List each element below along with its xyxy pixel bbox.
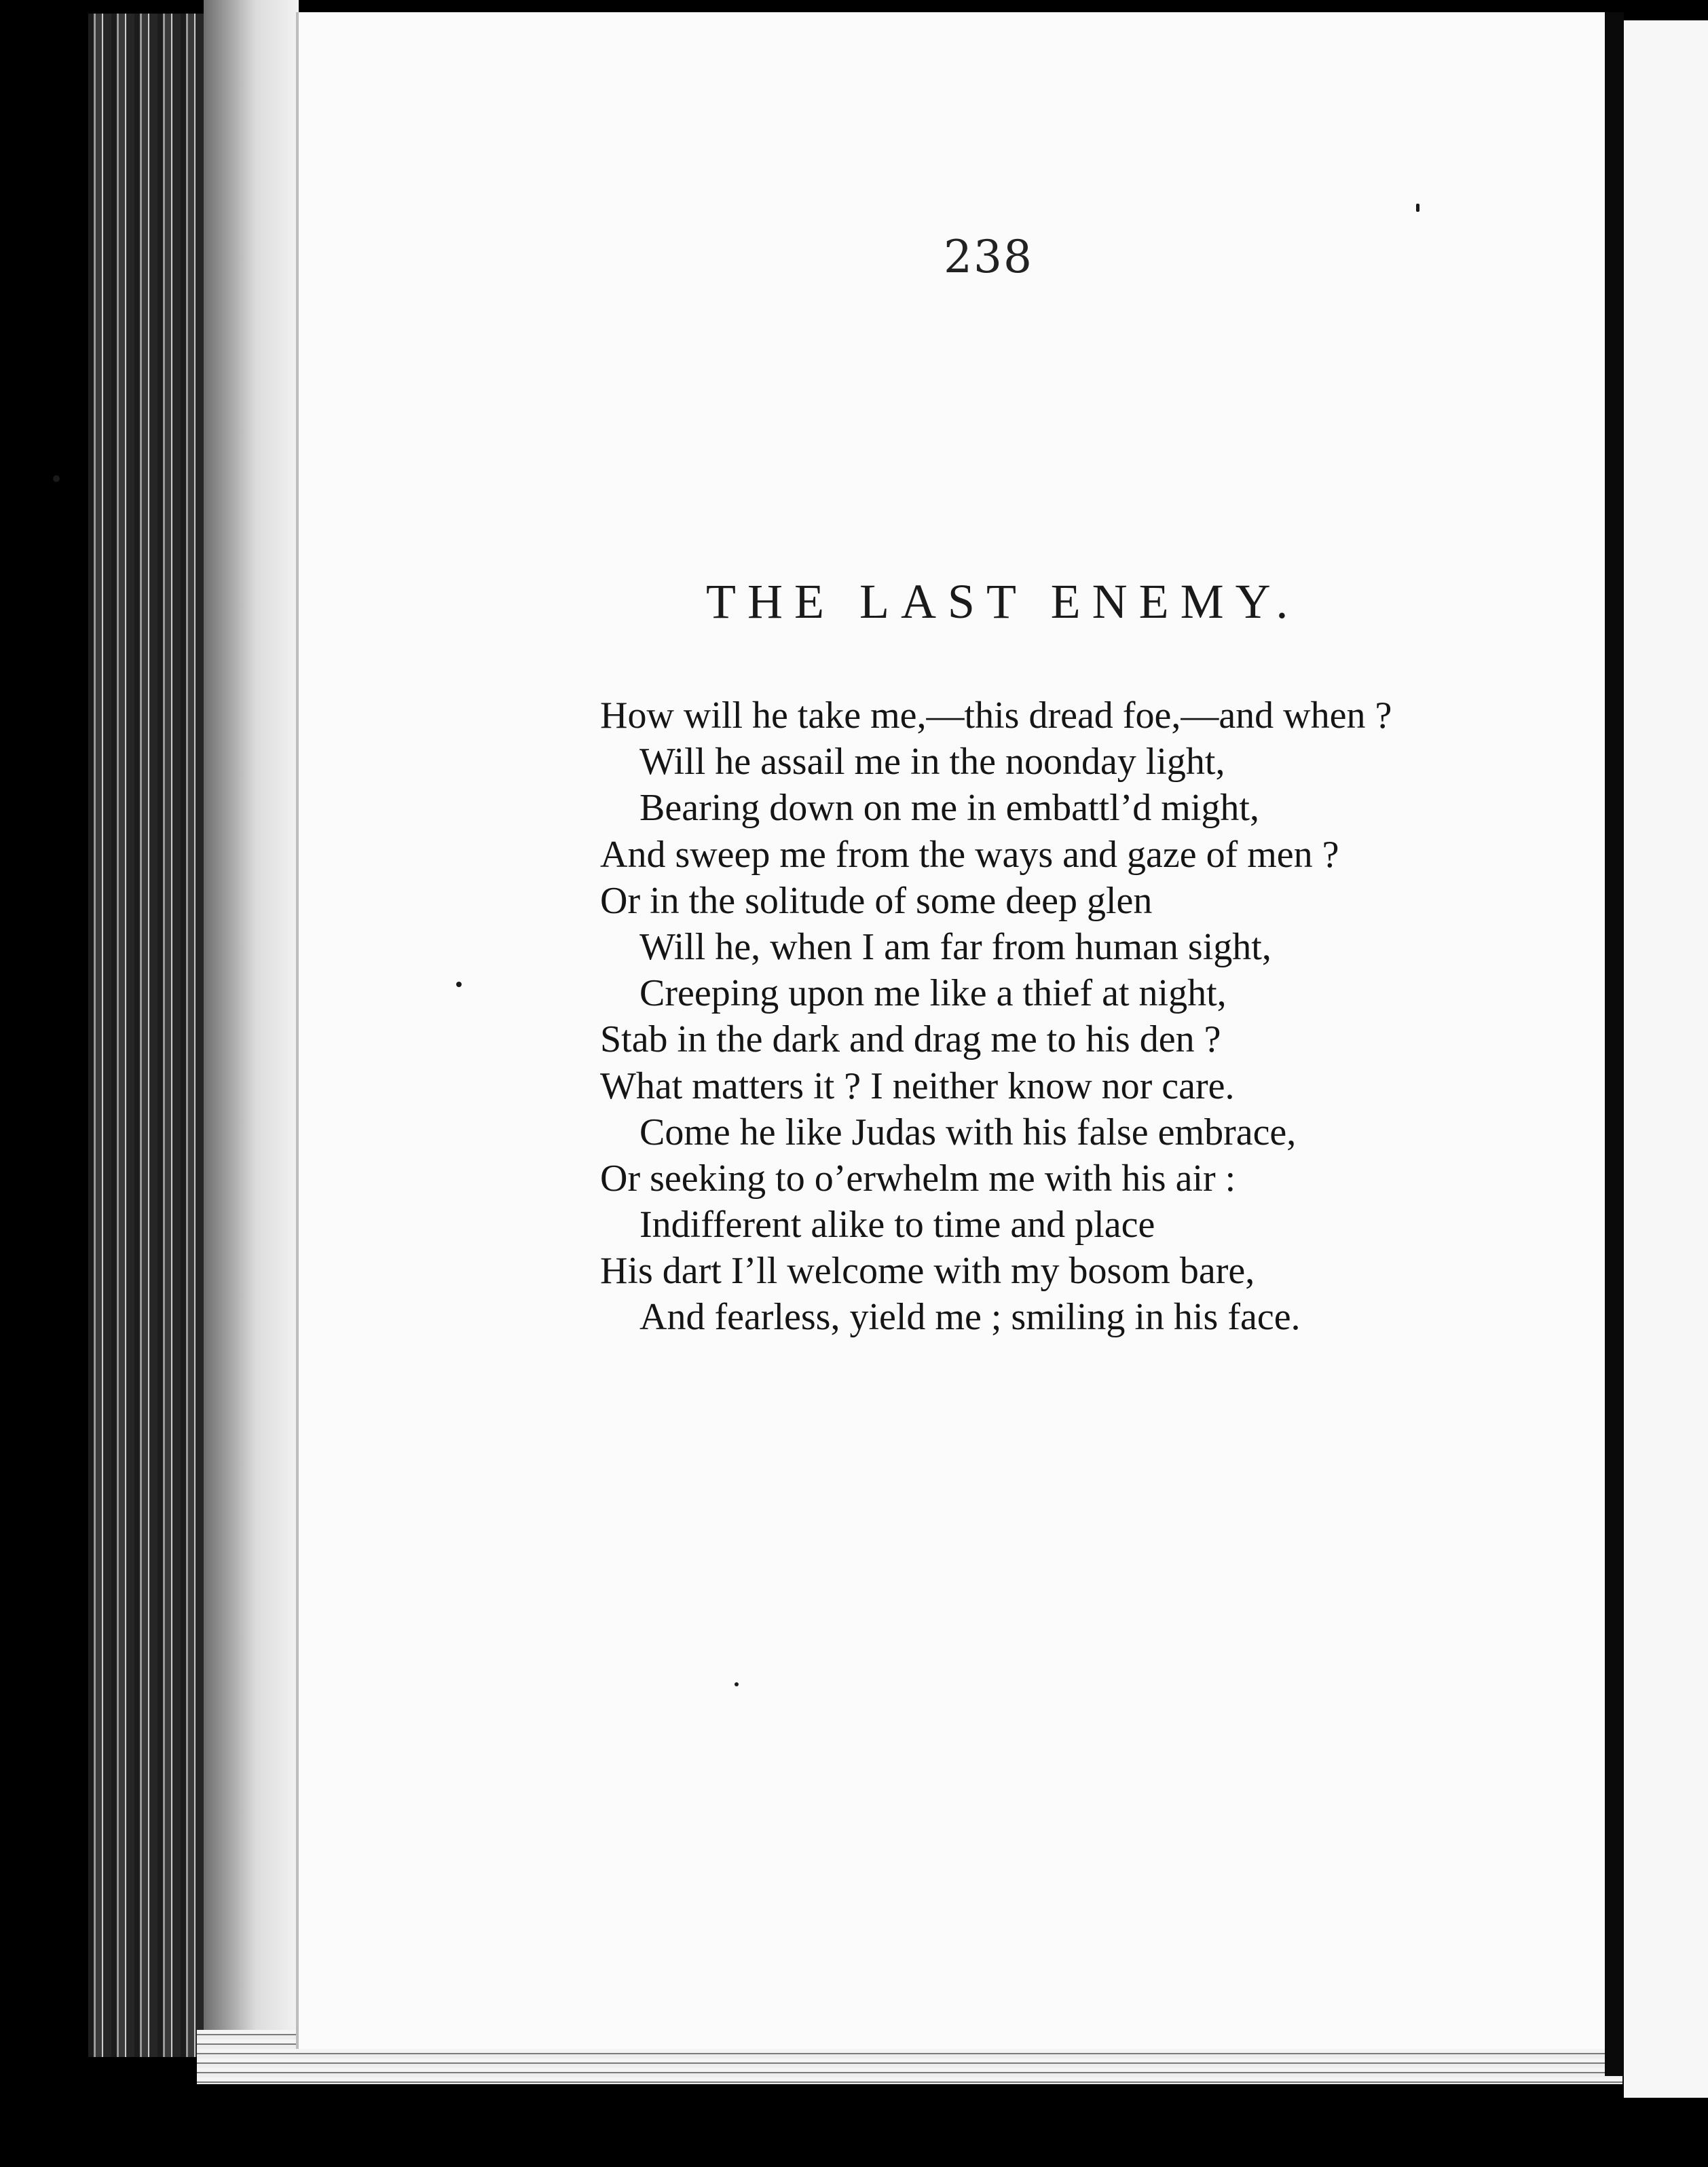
poem-line: Or in the solitude of some deep glen [600,879,1153,922]
poem-line: Will he assail me in the noonday light, [639,741,1225,783]
scan-speck [456,982,462,987]
page-number: 238 [944,231,1033,283]
poem-line: And sweep me from the ways and gaze of men ? [600,833,1339,876]
poem-line: Will he, when I am far from human sight, [639,925,1271,968]
poem-title: THE LAST ENEMY. [706,574,1300,629]
scan-speck [1416,204,1419,212]
poem-line: Indifferent alike to time and place [639,1204,1155,1246]
poem-body [600,692,1483,1341]
poem-line: Come he like Judas with his false embrace, [639,1111,1297,1153]
poem-line: Creeping upon me like a thief at night, [639,972,1227,1015]
scan-speck [735,1682,739,1686]
page-right-edge [1605,12,1624,2076]
poem-line: Stab in the dark and drag me to his den ? [600,1018,1221,1061]
poem-line: His dart I’ll welcome with my bosom bare, [600,1250,1255,1293]
poem-line: What matters it ? I neither know nor care. [600,1064,1235,1107]
facing-page-strip [1624,20,1708,2098]
book-gutter [204,0,299,2071]
poem-line: And fearless, yield me ; smiling in his face. [639,1296,1301,1339]
poem-line: Or seeking to o’erwhelm me with his air : [600,1157,1236,1200]
poem-line: Bearing down on me in embattl’d might, [639,787,1259,830]
scan-speck [53,475,60,482]
poem-line: How will he take me,—this dread foe,—and when ? [600,694,1392,737]
